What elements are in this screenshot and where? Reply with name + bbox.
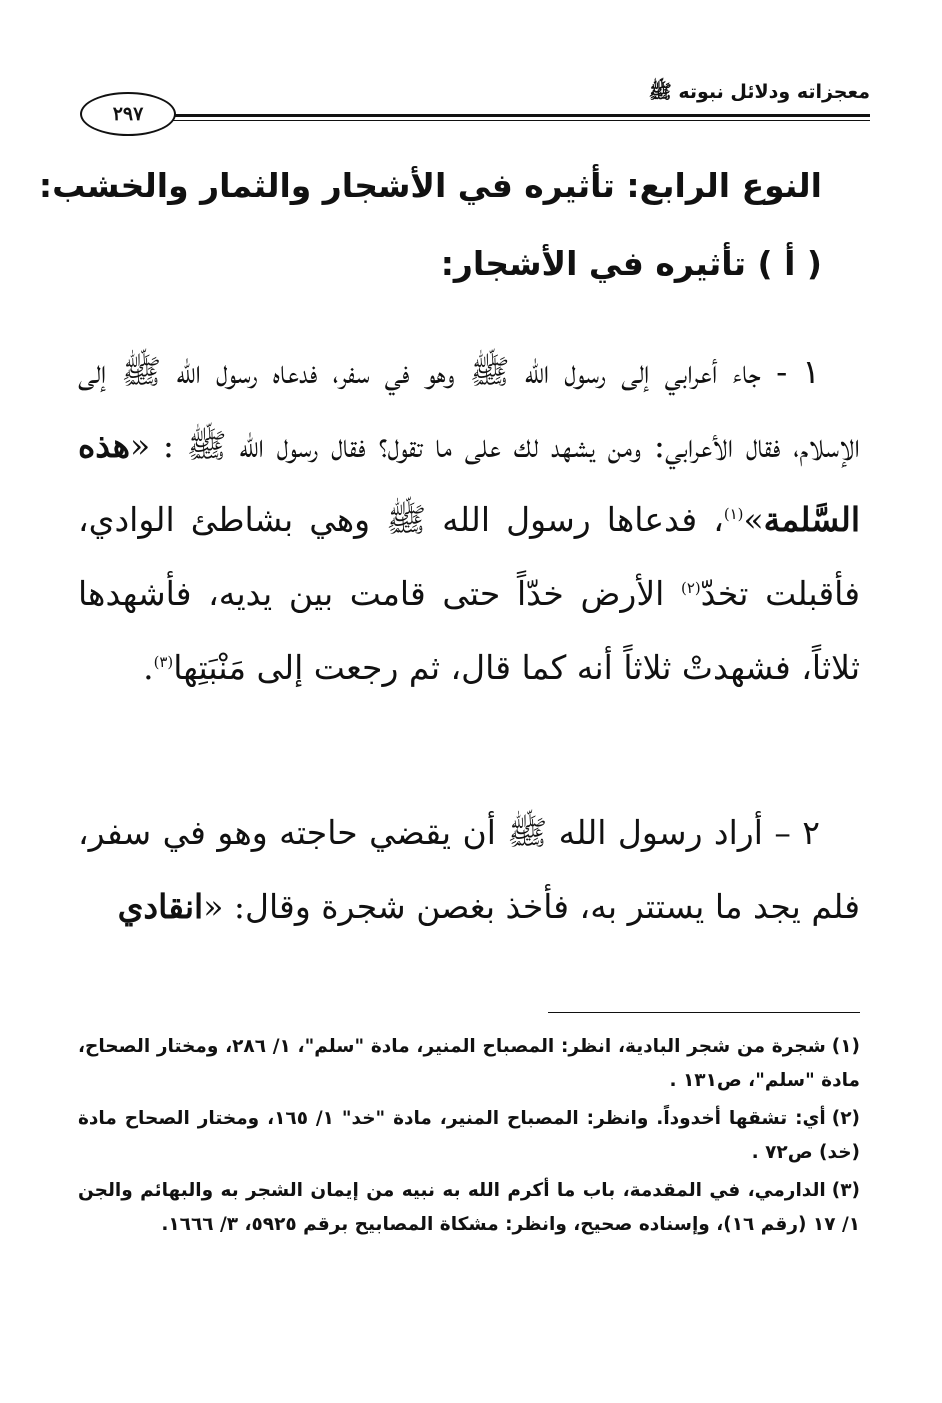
paragraph-2-bold-quote: انقادي [117, 887, 204, 926]
paragraph-2 [78, 796, 860, 944]
header-rule-thin [162, 120, 870, 121]
paragraph-1-part-4: الأرض خدّاً حتى قامت بين يديه، فأشهدها ثلاثاً، فشهدتْ ثلاثاً أنه كما قال، ثم رجعت إلى مَنْبَتِها [78, 574, 860, 687]
footnote-ref-1[interactable]: (١) [723, 505, 744, 523]
paragraph-1-part-1: ١ - جاء أعرابي إلى رسول الله ﷺ وهو في سفر، فدعاه رسول الله ﷺ إلى الإسلام، فقال الأعرابي: ومن يشهد لك على ما تقول؟ فقال رسول الله ﷺ : « [78, 352, 860, 465]
running-header [80, 78, 870, 128]
footnotes [78, 1030, 860, 1246]
header-rule [162, 114, 870, 117]
header-title: معجزاته ودلائل نبوته ﷺ [648, 81, 870, 103]
footnote-1-text: شجرة من شجر البادية، انظر: المصباح المنير، مادة "سلم"، ١/ ٢٨٦، ومختار الصحاح، مادة "سلم"، ص١٣١ . [78, 1036, 860, 1091]
footnote-2 [78, 1102, 860, 1170]
footnote-1-number: (١) [831, 1036, 861, 1057]
footnote-ref-3[interactable]: (٣) [153, 653, 174, 671]
section-title: النوع الرابع: تأثيره في الأشجار والثمار والخشب: [38, 166, 822, 205]
paragraph-2-part-1: ٢ – أراد رسول الله ﷺ أن يقضي حاجته وهو في سفر، فلم يجد ما يستتر به، فأخذ بغصن شجرة وقال: « [78, 813, 860, 926]
page-number-badge: ٢٩٧ [80, 92, 176, 136]
footnote-ref-2[interactable]: (٢) [681, 579, 701, 597]
paragraph-1-part-5: . [143, 648, 154, 687]
footnote-separator [548, 1012, 860, 1013]
subsection-title: ( أ ) تأثيره في الأشجار: [440, 244, 822, 283]
paragraph-2-text [78, 796, 860, 944]
paragraph-1-text [78, 335, 860, 705]
paragraph-1-part-3: ، فدعاها رسول الله ﷺ وهي بشاطئ الوادي، فأقبلت تخدّ [78, 500, 860, 613]
paragraph-1-part-2: » [743, 500, 764, 539]
footnote-3-number: (٣) [831, 1180, 860, 1201]
paragraph-1-bold-quote: هذه السَّلمة [78, 426, 860, 539]
footnote-1 [78, 1030, 860, 1098]
footnote-2-number: (٢) [831, 1108, 860, 1129]
paragraph-1 [78, 335, 860, 705]
footnote-2-text: أي: تشقها أخدوداً. وانظر: المصباح المنير، مادة "خد" ١/ ١٦٥، ومختار الصحاح مادة (خد) ص٧٢ . [78, 1108, 860, 1163]
footnote-3 [78, 1174, 860, 1242]
footnote-3-text: الدارمي، في المقدمة، باب ما أكرم الله به نبيه من إيمان الشجر به والبهائم والجن ١/ ١٧ (رقم ١٦)، وإسناده صحيح، وانظر: مشكاة المصابيح برقم ٥٩٢٥، ٣/ ١٦٦٦. [78, 1180, 860, 1235]
